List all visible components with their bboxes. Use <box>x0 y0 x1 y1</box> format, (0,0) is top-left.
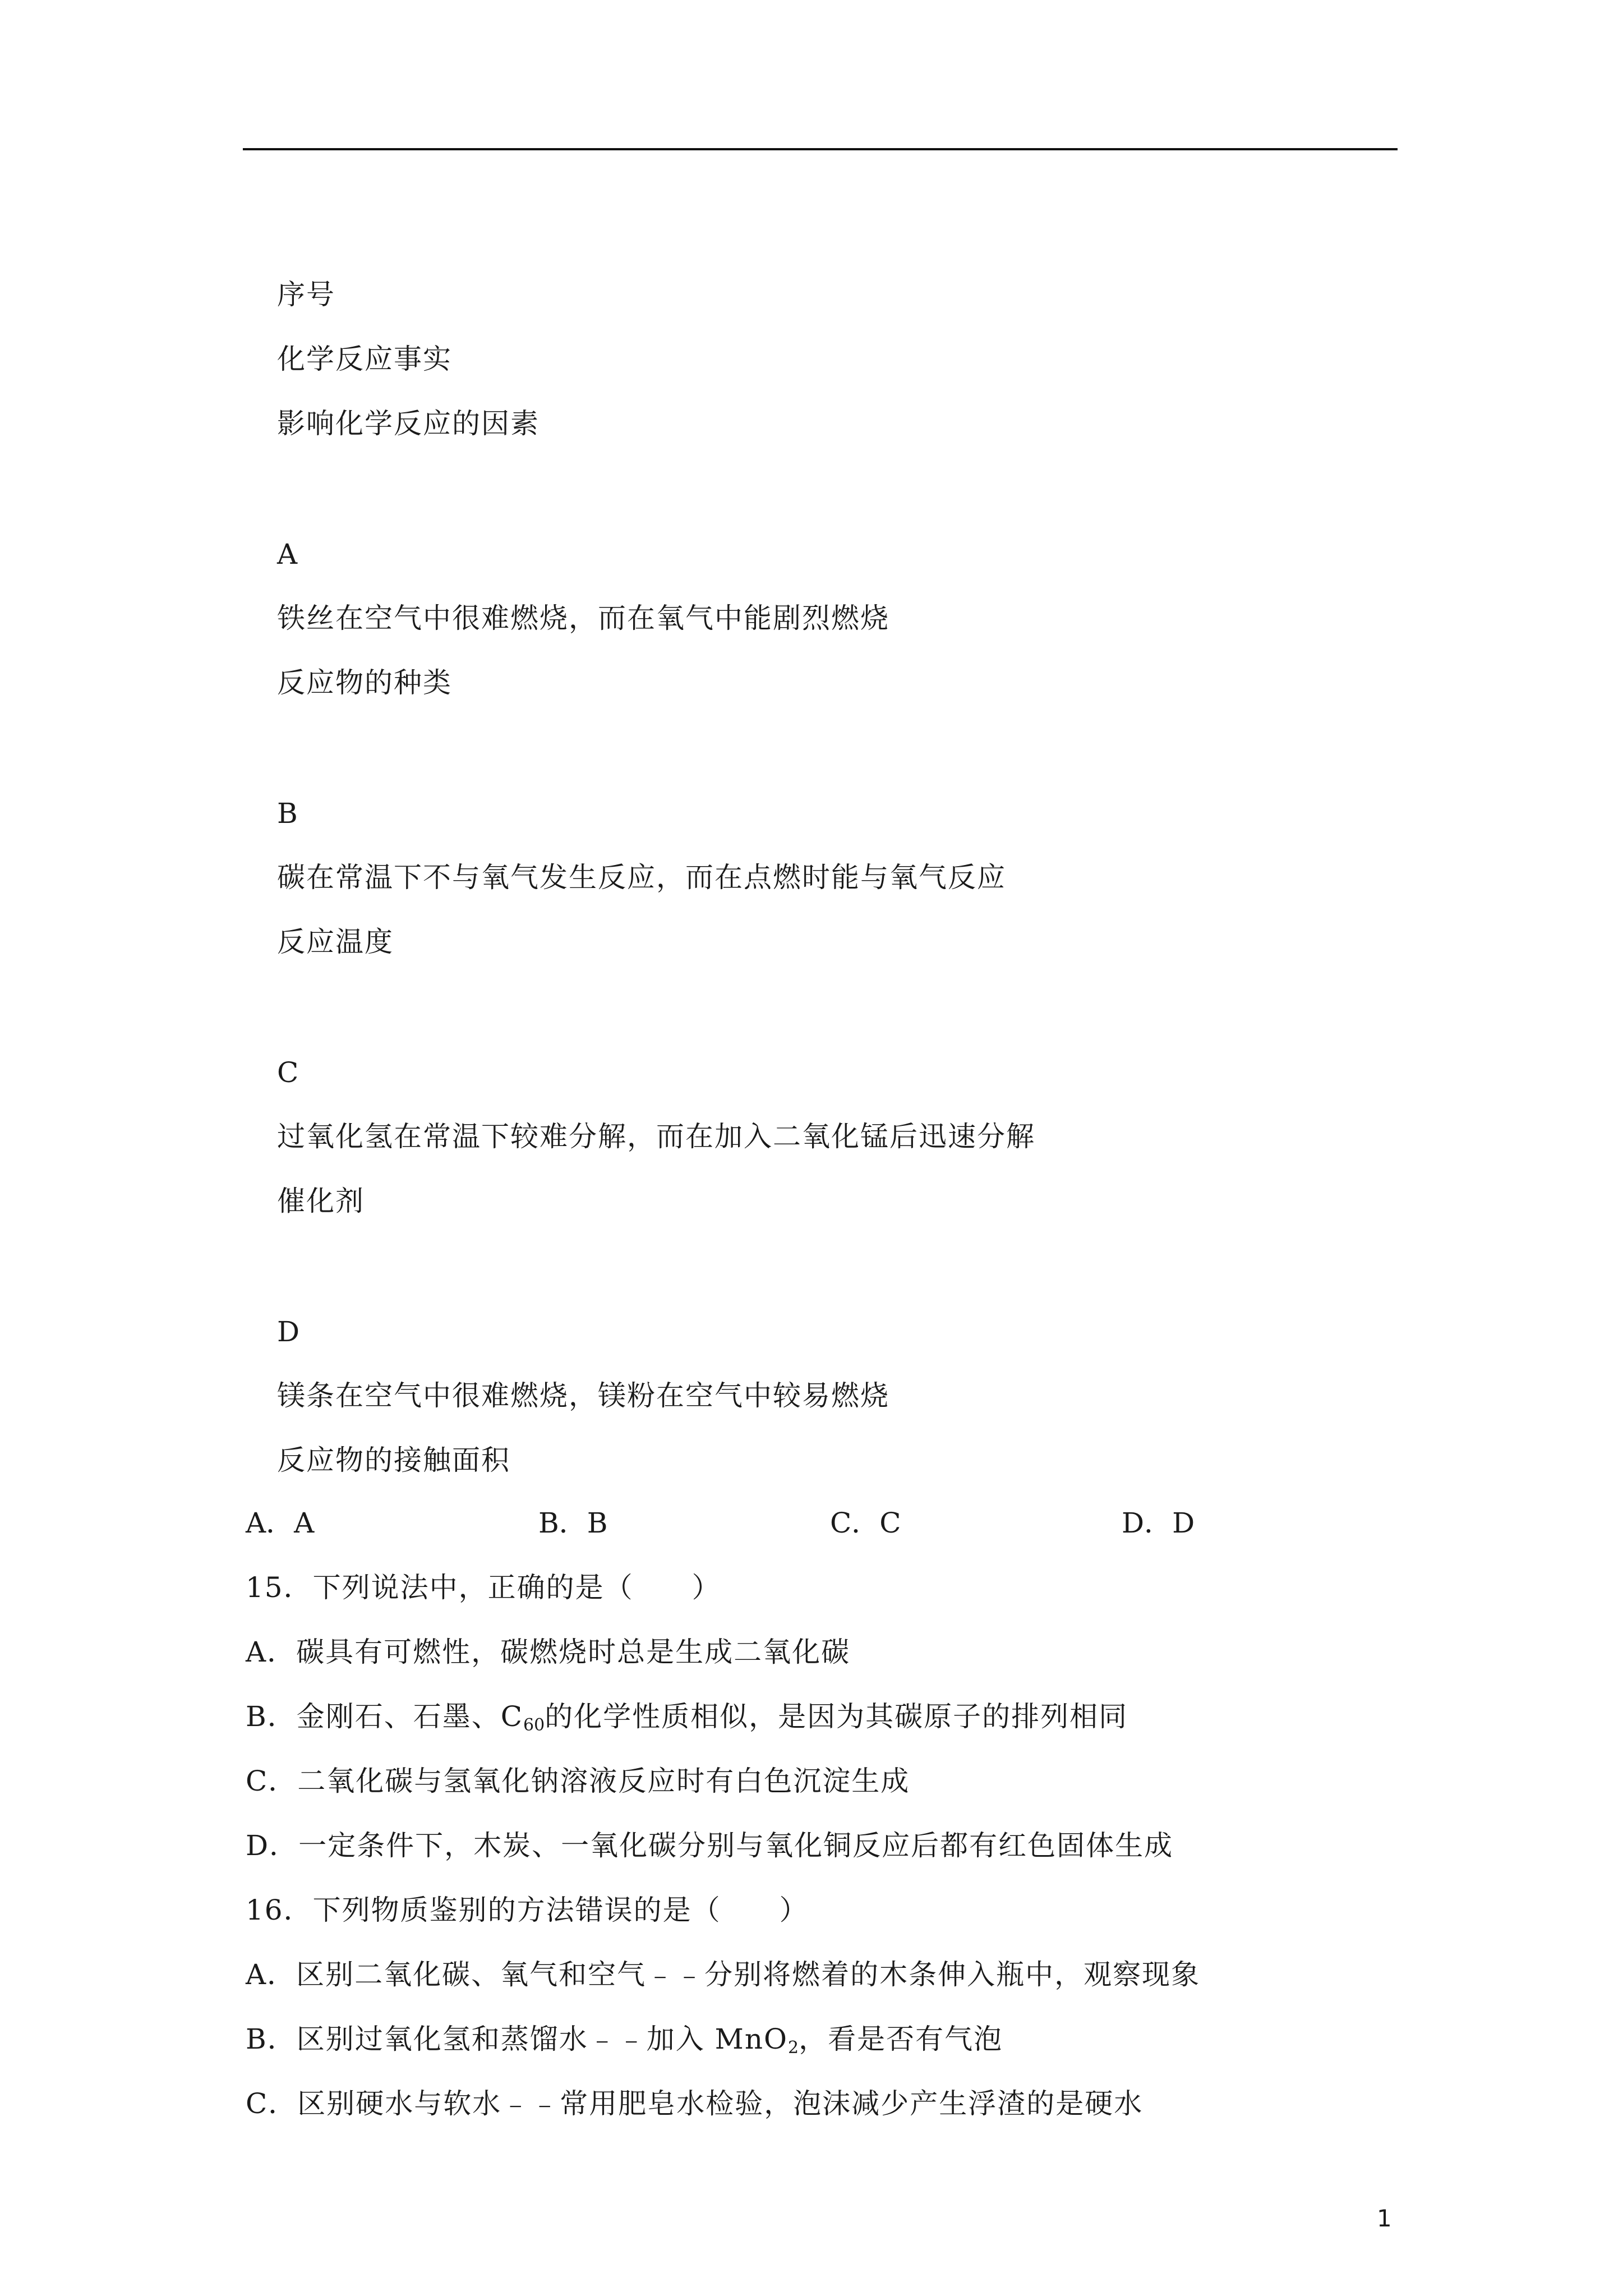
q14-option-a: A．A <box>246 1507 315 1539</box>
q15-option-a: A．碳具有可燃性，碳燃烧时总是生成二氧化碳 <box>246 1636 851 1668</box>
table-row-factor: 反应物的接触面积 <box>277 1444 510 1476</box>
q16-option-a: A．区别二氧化碳、氧气和空气﹣﹣分别将燃着的木条伸入瓶中，观察现象 <box>246 1958 1201 1991</box>
table-row-fact: 铁丝在空气中很难燃烧，而在氧气中能剧烈燃烧 <box>277 602 889 634</box>
table-row-id: C <box>277 1056 300 1089</box>
table-row-fact: 过氧化氢在常温下较难分解，而在加入二氧化锰后迅速分解 <box>277 1120 1035 1153</box>
q15-option-b-sub: 60 <box>523 1715 545 1735</box>
q16-stem: 16．下列物质鉴别的方法错误的是（ ） <box>246 1894 809 1926</box>
table-header-index: 序号 <box>277 278 335 311</box>
q14-option-d: D．D <box>1122 1507 1195 1539</box>
q16-option-b-sub: 2 <box>788 2038 799 2058</box>
q15-option-d: D．一定条件下，木炭、一氧化碳分别与氧化铜反应后都有红色固体生成 <box>246 1829 1174 1862</box>
q15-option-b-pre: B．金刚石、石墨、C <box>246 1700 523 1733</box>
q16-option-b-pre: B．区别过氧化氢和蒸馏水﹣﹣加入 MnO <box>246 2023 789 2055</box>
table-row-id: D <box>277 1315 301 1348</box>
table-row-id: B <box>277 797 299 830</box>
q15-option-c: C．二氧化碳与氢氧化钠溶液反应时有白色沉淀生成 <box>246 1765 910 1797</box>
q14-option-c: C．C <box>830 1507 901 1539</box>
page-number: 1 <box>1377 2205 1392 2232</box>
table-row-factor: 反应物的种类 <box>277 666 452 699</box>
q16-option-b <box>246 2022 1003 2065</box>
table-row-factor: 反应温度 <box>277 926 394 958</box>
q15-option-b-post: 的化学性质相似，是因为其碳原子的排列相同 <box>545 1700 1128 1733</box>
table-row-fact: 镁条在空气中很难燃烧，镁粉在空气中较易燃烧 <box>277 1379 889 1412</box>
table-header-fact: 化学反应事实 <box>277 343 452 375</box>
header-rule <box>243 148 1398 150</box>
table-header-factor: 影响化学反应的因素 <box>277 407 540 440</box>
table-row-fact: 碳在常温下不与氧气发生反应，而在点燃时能与氧气反应 <box>277 861 1006 894</box>
q14-option-b: B．B <box>538 1507 608 1539</box>
table-row-factor: 催化剂 <box>277 1185 365 1217</box>
q16-option-b-post: ，看是否有气泡 <box>799 2023 1003 2055</box>
table-row-id: A <box>277 538 299 570</box>
q16-option-c: C．区别硬水与软水﹣﹣常用肥皂水检验，泡沫减少产生浮渣的是硬水 <box>246 2087 1144 2120</box>
q15-stem: 15．下列说法中，正确的是（ ） <box>246 1571 721 1604</box>
q15-option-b <box>246 1700 1128 1742</box>
